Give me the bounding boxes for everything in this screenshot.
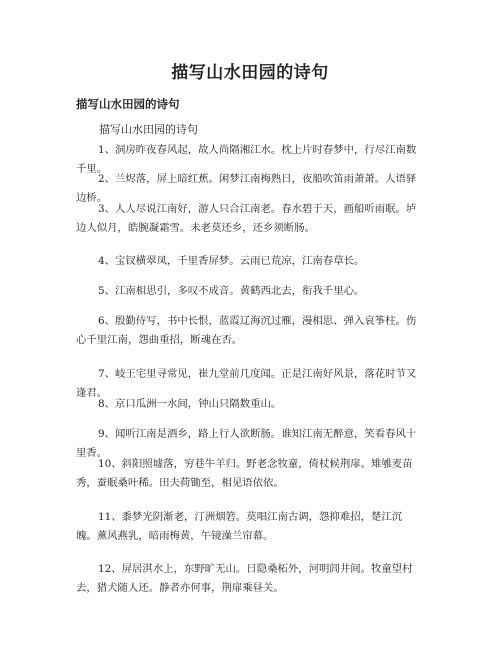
poem-line-11: 11、黍梦光阴渐老，汀洲烟箬。莫唱江南古调，怨抑难招，楚江沉魄。薰风燕乳，暗雨梅黄，午镜澡兰帘幕。 — [76, 511, 403, 542]
poem-line-10: 10、斜阳照墟落，穷巷牛羊归。野老念牧童，倚杖候荆扉。雉雊麦苗秀，蚕眠桑叶稀。田夫荷锄至，相见语依依。 — [76, 458, 413, 489]
poem-line-4: 4、宝钗横翠凤，千里香屏梦。云雨已荒凉，江南春草长。 — [98, 255, 365, 267]
section-heading: 描写山水田园的诗句 — [76, 97, 180, 111]
document-title: 描写山水田园的诗句 — [171, 63, 329, 83]
poem-line-12: 12、屏居淇水上，东野旷无山。日隐桑柘外，河明闾井间。牧童望村去，猎犬随人还。静者亦何事，荆扉乘昼关。 — [76, 563, 413, 594]
poem-line-3: 3、人人尽说江南好，游人只合江南老。春水碧于天，画船听雨眠。垆边人似月，皓腕凝霜雪。未老莫还乡，还乡须断肠。 — [76, 203, 417, 234]
poem-line-6: 6、殷勤侍写，书中长恨，蓝霞辽海沉过雁，漫相思、弹入哀筝柱。伤心千里江南，怨曲重招，断魂在否。 — [76, 315, 417, 346]
lead-line: 描写山水田园的诗句 — [99, 123, 198, 136]
poem-line-7: 7、岐王宅里寻常见，崔九堂前几度闻。正是江南好风景，落花时节又逢君。 — [76, 368, 417, 399]
poem-line-8: 8、京口瓜洲一水间，钟山只隔数重山。 — [98, 398, 282, 410]
poem-line-1: 1、洞房昨夜春风起，故人尚隔湘江水。枕上片时春梦中，行尽江南数千里。 — [76, 144, 417, 175]
poem-line-9: 9、闻听江南是酒乡，路上行人欲断肠。谁知江南无醉意，笑看春风十里香。 — [76, 428, 417, 459]
poem-line-5: 5、江南相思引，多叹不成音。黄鹤西北去，衔我千里心。 — [98, 285, 365, 297]
poem-line-2: 2、兰烬落，屏上暗红蕉。闲梦江南梅熟日，夜船吹笛雨萧萧。人语驿边桥。 — [76, 173, 417, 204]
